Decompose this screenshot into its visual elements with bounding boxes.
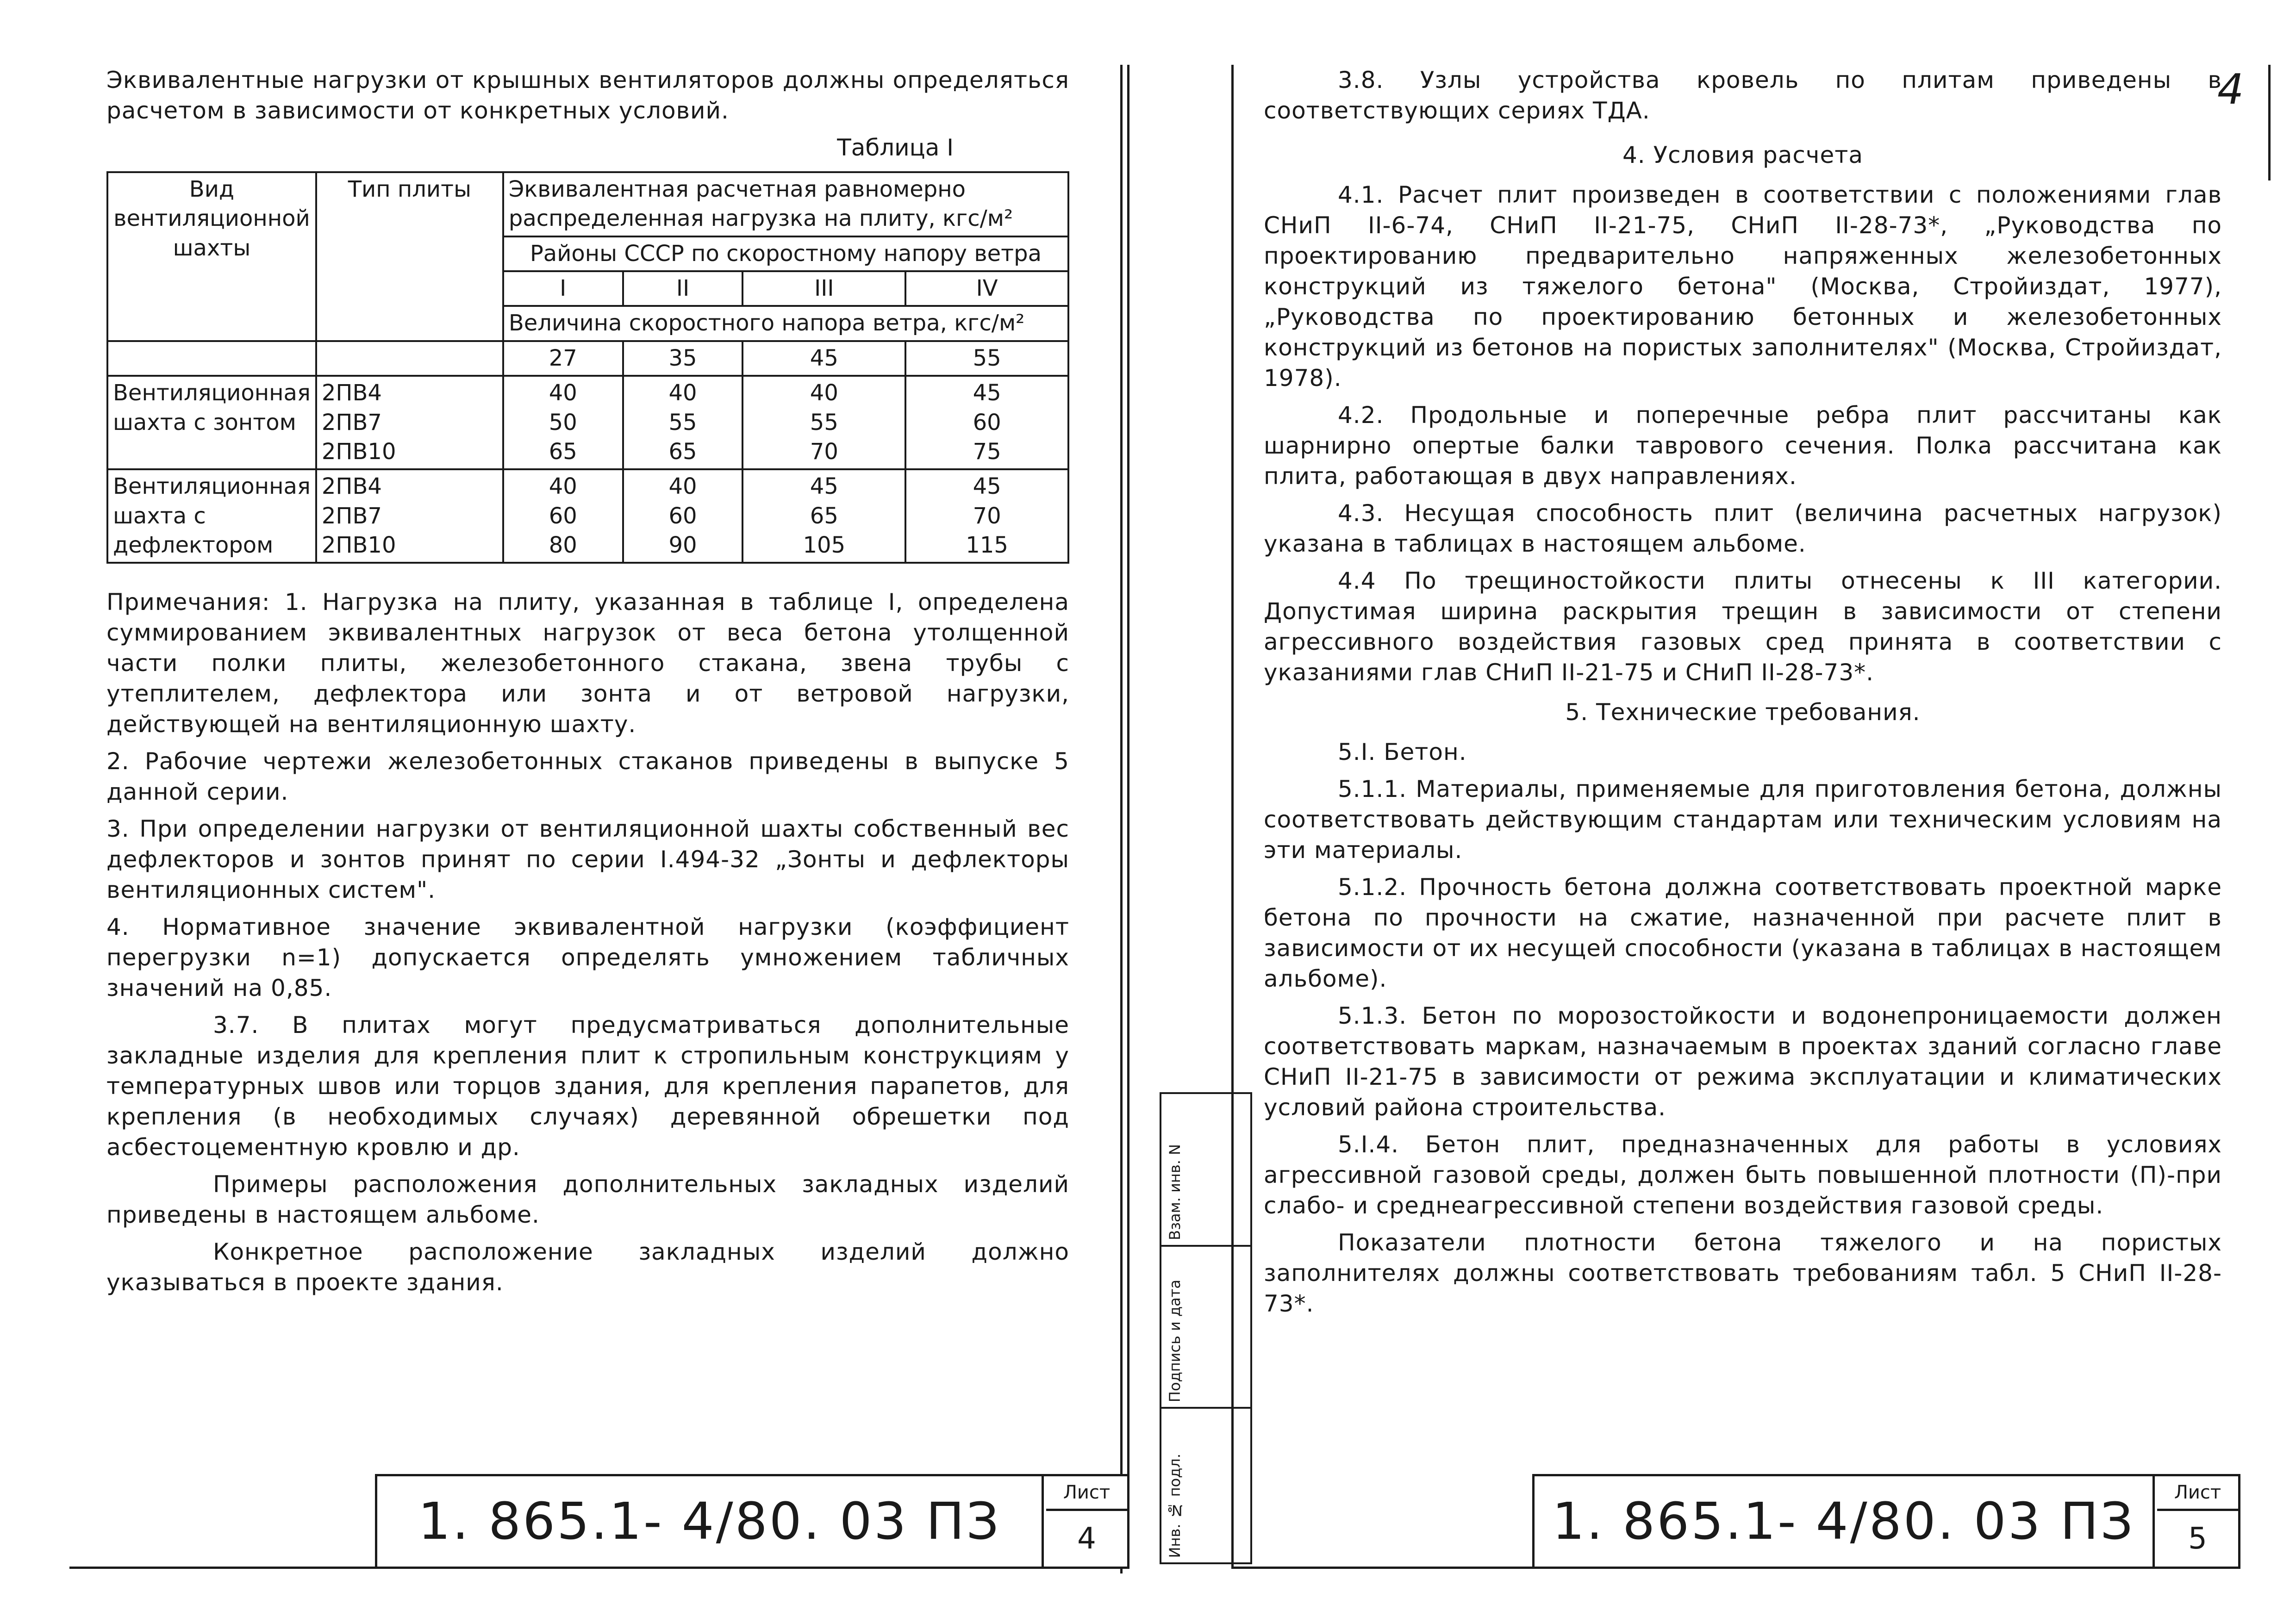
- paragraph-5-1-1: 5.1.1. Материалы, применяемые для приготовления бетона, должны соответствовать действующим стандартам или техническим условиям на эти материалы.: [1264, 776, 2222, 864]
- table-cell: 80: [549, 532, 577, 558]
- table-cell: 105: [803, 532, 846, 558]
- region-3: III: [742, 271, 905, 306]
- side-stamp-cell: [1160, 1092, 1252, 1247]
- heading-4: 4. Условия расчета: [1622, 142, 1863, 168]
- note-1: Примечания: 1. Нагрузка на плиту, указанная в таблице I, определена суммированием эквивалентных нагрузок от веса бетона утолщенной части полки плиты, железобетонного стакана, звена трубы с утеплителем, дефлектора или зонта и от ветровой нагрузки, действующей на вентиляционную шахту.: [106, 589, 1069, 738]
- left-title-block: [375, 1474, 1129, 1569]
- table-cell: 45: [810, 473, 838, 500]
- table-cell: 40: [668, 473, 697, 500]
- side-stamp-label: Взам. инв. N: [1166, 1144, 1184, 1240]
- col-slab-header: Тип плиты: [316, 172, 503, 341]
- group-name: Вентиляционная шахта с дефлектором: [107, 469, 316, 563]
- region-1: I: [503, 271, 623, 306]
- paragraph-4-4: 4.4 По трещиностойкости плиты отнесены к III категории. Допустимая ширина раскрытия трещин в зависимости от степени агрессивного воздействия газовых сред принята в соответствии с указаниями глав СНиП II-21-75 и СНиП II-28-73*.: [1264, 567, 2222, 686]
- table-cell: 55: [668, 409, 697, 435]
- region-2: II: [623, 271, 743, 306]
- right-title-block: [1532, 1474, 2240, 1569]
- sheet-number: 4: [1077, 1521, 1096, 1556]
- table-cell: 90: [668, 532, 697, 558]
- paragraph-5-1-2: 5.1.2. Прочность бетона должна соответствовать проектной марке бетона по прочности на сжатие, назначенной при расчете плит в зависимости от их несущей способности (указана в таблицах в настоящем альбоме).: [1264, 874, 2222, 992]
- paragraph-examples: Примеры расположения дополнительных закладных изделий приведены в настоящем альбоме.: [106, 1171, 1069, 1229]
- slab-type: 2ПВ10: [321, 532, 396, 558]
- pressure-4: 55: [905, 341, 1068, 376]
- paragraph-3-7: 3.7. В плитах могут предусматриваться дополнительные закладные изделия для крепления плит к стропильным конструкциям у температурных швов или торцов здания, для крепления парапетов, для крепления (в необходимых случаях) деревянной обрешетки под асбестоцементную кровлю и др.: [106, 1012, 1069, 1161]
- table-cell: 75: [973, 438, 1001, 465]
- region-4: IV: [905, 271, 1068, 306]
- intro-text: Эквивалентные нагрузки от крышных вентиляторов должны определяться расчетом в зависимости от конкретных условий.: [106, 67, 1069, 124]
- col-type-header: Вид вентиляционной шахты: [107, 172, 316, 341]
- paragraph-5-1: 5.I. Бетон.: [1338, 739, 1467, 765]
- pressure-1: 27: [503, 341, 623, 376]
- table-cell: 70: [810, 438, 838, 465]
- right-edge-line: [2268, 65, 2271, 180]
- paragraph-specific: Конкретное расположение закладных изделий должно указываться в проекте здания.: [106, 1238, 1069, 1296]
- sheet-label: Лист: [1046, 1476, 1127, 1511]
- document-code: 1. 865.1- 4/80. 03 ПЗ: [377, 1476, 1044, 1567]
- paragraph-density: Показатели плотности бетона тяжелого и на пористых заполнителях должны соответствовать требованиям табл. 5 СНиП II-28-73*.: [1264, 1229, 2222, 1317]
- side-stamp: [1160, 1092, 1252, 1564]
- table-cell: 60: [549, 503, 577, 529]
- slab-type: 2ПВ10: [321, 438, 396, 465]
- table-cell: 50: [549, 409, 577, 435]
- note-3: 3. При определении нагрузки от вентиляционной шахты собственный вес дефлекторов и зонтов принят по серии I.494-32 „Зонты и дефлекторы вентиляционных систем".: [106, 815, 1069, 904]
- table-cell: 40: [810, 380, 838, 406]
- table-cell: 60: [668, 503, 697, 529]
- table-cell: 70: [973, 503, 1001, 529]
- table-cell: 40: [549, 473, 577, 500]
- table-cell: 60: [973, 409, 1001, 435]
- table-cell: 40: [549, 380, 577, 406]
- loads-table: [106, 171, 1069, 564]
- load-header: Эквивалентная расчетная равномерно распределенная нагрузка на плиту, кгс/м²: [503, 172, 1068, 236]
- table-cell: 40: [668, 380, 697, 406]
- pressure-3: 45: [742, 341, 905, 376]
- regions-header: Районы СССР по скоростному напору ветра: [503, 236, 1068, 271]
- sheet-label: Лист: [2157, 1476, 2238, 1511]
- document-code: 1. 865.1- 4/80. 03 ПЗ: [1535, 1476, 2155, 1567]
- note-2: 2. Рабочие чертежи железобетонных стаканов приведены в выпуске 5 данной серии.: [106, 748, 1069, 806]
- note-4: 4. Нормативное значение эквивалентной нагрузки (коэффициент перегрузки n=1) допускается определять умножением табличных значений на 0,85.: [106, 914, 1069, 1002]
- paragraph-3-8: 3.8. Узлы устройства кровель по плитам приведены в соответствующих сериях ТДА.: [1264, 67, 2222, 124]
- table-cell: 45: [973, 473, 1001, 500]
- paragraph-4-1: 4.1. Расчет плит произведен в соответствии с положениями глав СНиП II-6-74, СНиП II-21-75, СНиП II-28-73*, „Руководства по проектированию предварительно напряженных железобетонных конструкций из тяжелого бетона" (Москва, Стройиздат, 1977), „Руководства по проектированию бетонных и железобетонных конструкций из бетонов на пористых заполнителях" (Москва, Стройиздат, 1978).: [1264, 181, 2222, 392]
- heading-5: 5. Технические требования.: [1565, 699, 1921, 726]
- pressure-header: Величина скоростного напора ветра, кгс/м²: [503, 306, 1068, 341]
- table-cell: 55: [810, 409, 838, 435]
- corner-sheet-number: 4: [2217, 65, 2244, 114]
- side-stamp-cell: [1160, 1407, 1252, 1564]
- left-page: [106, 65, 1069, 1304]
- pressure-2: 35: [623, 341, 743, 376]
- side-stamp-cell: [1160, 1245, 1252, 1409]
- right-page: [1264, 65, 2222, 1325]
- paragraph-5-1-4: 5.I.4. Бетон плит, предназначенных для работы в условиях агрессивной газовой среды, должен быть повышенной плотности (П)-при слабо- и среднеагрессивной степени воздействия газовой среды.: [1264, 1131, 2222, 1219]
- group-name: Вентиляционная шахта с зонтом: [107, 376, 316, 469]
- binding-line: [1120, 65, 1123, 1573]
- slab-type: 2ПВ4: [321, 473, 382, 500]
- slab-type: 2ПВ7: [321, 409, 382, 435]
- table-cell: 65: [810, 503, 838, 529]
- side-stamp-label: Инв. № подл.: [1166, 1453, 1184, 1558]
- paragraph-5-1-3: 5.1.3. Бетон по морозостойкости и водонепроницаемости должен соответствовать маркам, назначаемым в проектах зданий согласно главе СНиП II-21-75 в зависимости от режима эксплуатации и климатических условий района строительства.: [1264, 1002, 2222, 1121]
- sheet-number: 5: [2188, 1521, 2207, 1556]
- table-cell: 65: [549, 438, 577, 465]
- slab-type: 2ПВ7: [321, 503, 382, 529]
- slab-type: 2ПВ4: [321, 380, 382, 406]
- table-cell: 45: [973, 380, 1001, 406]
- table-title: Таблица I: [837, 134, 954, 161]
- table-cell: 65: [668, 438, 697, 465]
- side-stamp-label: Подпись и дата: [1166, 1279, 1184, 1402]
- paragraph-4-3: 4.3. Несущая способность плит (величина расчетных нагрузок) указана в таблицах в настоящем альбоме.: [1264, 500, 2222, 557]
- table-cell: 115: [966, 532, 1008, 558]
- paragraph-4-2: 4.2. Продольные и поперечные ребра плит рассчитаны как шарнирно опертые балки таврового сечения. Полка рассчитана как плита, работающая в двух направлениях.: [1264, 402, 2222, 490]
